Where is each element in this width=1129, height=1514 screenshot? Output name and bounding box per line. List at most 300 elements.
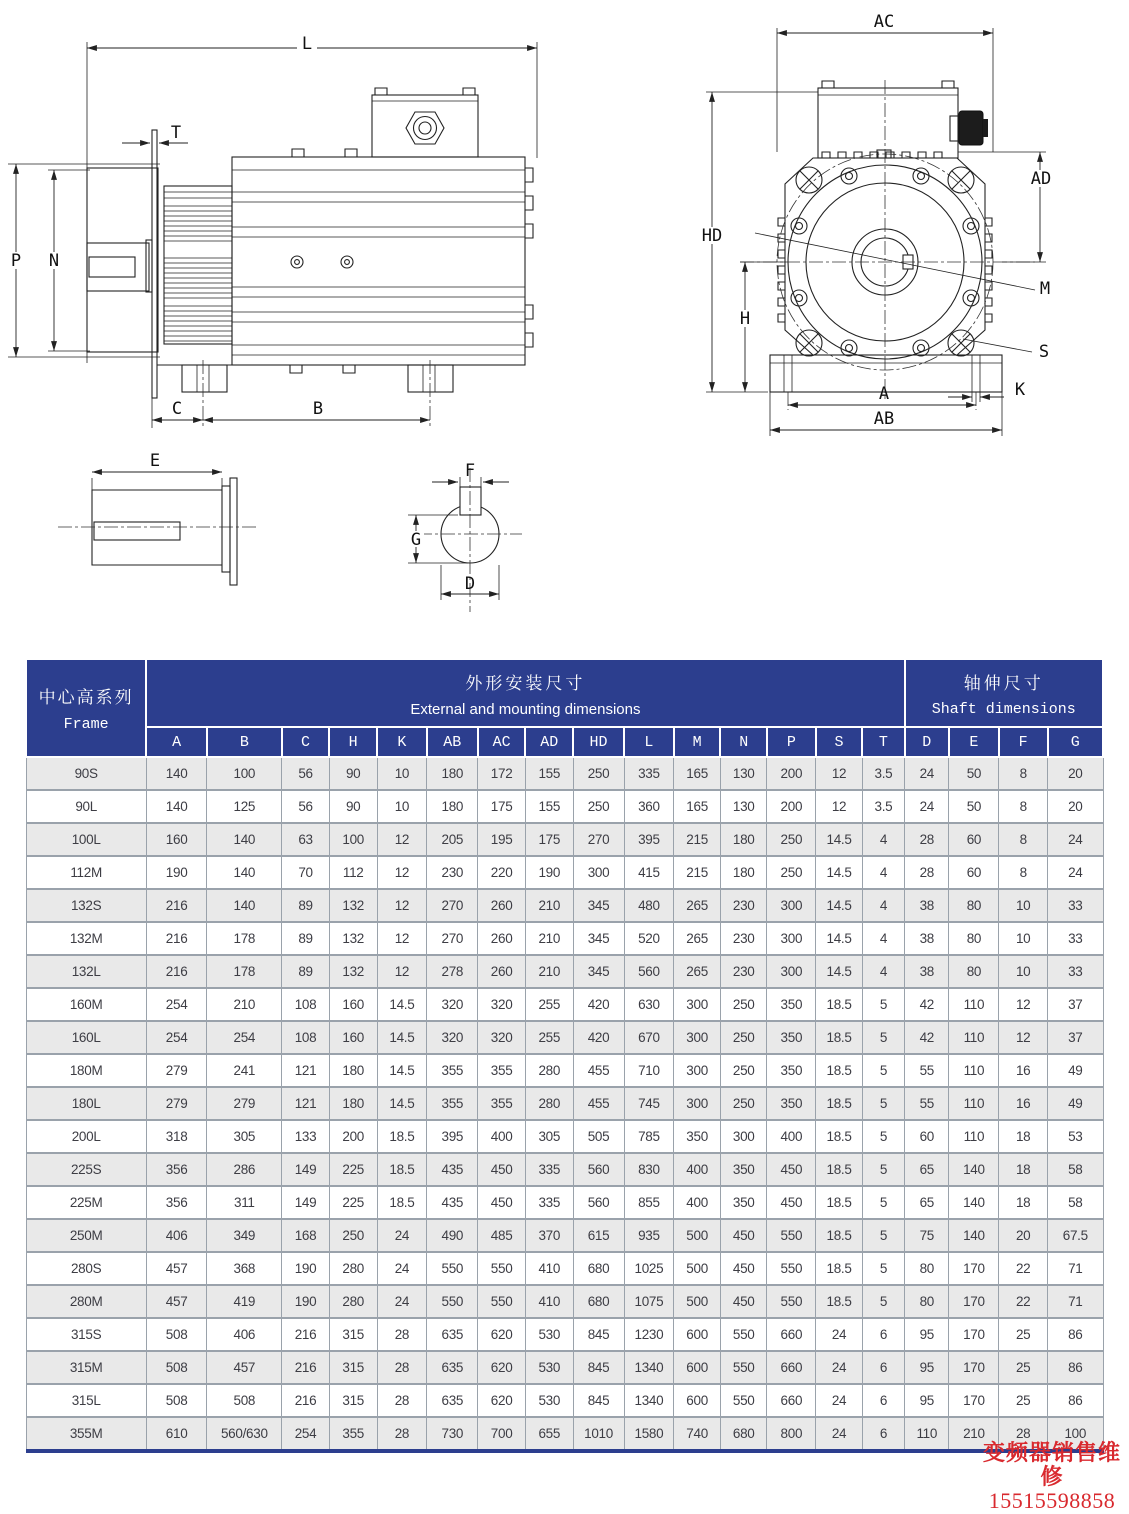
- dim-label-AD: AD: [1030, 169, 1052, 189]
- dim-cell: 5: [862, 988, 904, 1021]
- table-row: [26, 955, 1103, 988]
- dim-cell: 210: [525, 922, 573, 955]
- dim-cell: 420: [573, 988, 624, 1021]
- dim-cell: 132: [329, 889, 377, 922]
- dim-cell: 100: [329, 823, 377, 856]
- dim-cell: 24: [905, 790, 949, 823]
- dim-cell: 80: [905, 1285, 949, 1318]
- dim-cell: 457: [207, 1351, 282, 1384]
- dim-cell: 130: [720, 757, 767, 790]
- dim-cell: 250: [573, 757, 624, 790]
- dim-cell: 80: [949, 955, 999, 988]
- dim-cell: 400: [767, 1120, 816, 1153]
- dim-cell: 149: [282, 1186, 330, 1219]
- dim-cell: 1025: [624, 1252, 674, 1285]
- dim-cell: 406: [146, 1219, 207, 1252]
- dim-cell: 1580: [624, 1417, 674, 1451]
- dim-cell: 170: [949, 1351, 999, 1384]
- dim-cell: 550: [720, 1318, 767, 1351]
- dim-cell: 450: [767, 1153, 816, 1186]
- dim-cell: 260: [478, 889, 526, 922]
- frame-cell: 90S: [26, 757, 146, 790]
- dim-cell: 10: [377, 790, 427, 823]
- dim-cell: 318: [146, 1120, 207, 1153]
- dim-cell: 4: [862, 856, 904, 889]
- dim-cell: 355: [329, 1417, 377, 1451]
- dim-cell: 490: [427, 1219, 478, 1252]
- dim-cell: 250: [767, 823, 816, 856]
- shaft-side-view-drawing: [58, 451, 258, 585]
- dim-cell: 395: [624, 823, 674, 856]
- dim-cell: 260: [478, 955, 526, 988]
- dim-cell: 60: [949, 823, 999, 856]
- col-header-AD: AD: [525, 727, 573, 757]
- dim-cell: 149: [282, 1153, 330, 1186]
- dim-cell: 435: [427, 1153, 478, 1186]
- dim-cell: 24: [816, 1351, 863, 1384]
- dim-cell: 250: [767, 856, 816, 889]
- dim-cell: 80: [905, 1252, 949, 1285]
- dim-cell: 25: [999, 1351, 1048, 1384]
- dim-cell: 508: [146, 1351, 207, 1384]
- dim-cell: 550: [720, 1384, 767, 1417]
- dim-cell: 225: [329, 1186, 377, 1219]
- dim-cell: 830: [624, 1153, 674, 1186]
- dim-cell: 215: [674, 823, 721, 856]
- dim-cell: 508: [207, 1384, 282, 1417]
- dim-cell: 125: [207, 790, 282, 823]
- dim-cell: 300: [720, 1120, 767, 1153]
- dim-cell: 300: [573, 856, 624, 889]
- column-letters-row: [26, 727, 1103, 757]
- dim-cell: 280: [329, 1285, 377, 1318]
- dim-cell: 216: [282, 1318, 330, 1351]
- dim-cell: 550: [427, 1285, 478, 1318]
- dim-cell: 550: [767, 1219, 816, 1252]
- dim-cell: 63: [282, 823, 330, 856]
- dim-cell: 216: [146, 889, 207, 922]
- dim-cell: 311: [207, 1186, 282, 1219]
- table-row: [26, 1318, 1103, 1351]
- dim-cell: 89: [282, 955, 330, 988]
- dim-cell: 335: [624, 757, 674, 790]
- dim-cell: 86: [1048, 1384, 1103, 1417]
- frame-cell: 180L: [26, 1087, 146, 1120]
- dim-cell: 200: [767, 790, 816, 823]
- col-header-H: H: [329, 727, 377, 757]
- col-header-F: F: [999, 727, 1048, 757]
- dim-cell: 170: [949, 1384, 999, 1417]
- dim-cell: 18: [999, 1153, 1048, 1186]
- dim-cell: 845: [573, 1384, 624, 1417]
- col-header-K: K: [377, 727, 427, 757]
- dim-label-C: C: [171, 399, 183, 419]
- dim-cell: 315: [329, 1351, 377, 1384]
- dim-label-F: F: [464, 461, 476, 481]
- dim-cell: 250: [329, 1219, 377, 1252]
- dim-cell: 180: [427, 790, 478, 823]
- dim-cell: 178: [207, 922, 282, 955]
- dim-cell: 60: [905, 1120, 949, 1153]
- dim-cell: 5: [862, 1219, 904, 1252]
- dim-cell: 140: [949, 1186, 999, 1219]
- front-view-drawing: [698, 12, 1055, 436]
- dim-cell: 700: [478, 1417, 526, 1451]
- table-row: [26, 1153, 1103, 1186]
- dim-cell: 550: [720, 1351, 767, 1384]
- dim-cell: 50: [949, 757, 999, 790]
- dim-cell: 22: [999, 1252, 1048, 1285]
- frame-cell: 132L: [26, 955, 146, 988]
- dim-cell: 5: [862, 1252, 904, 1285]
- dim-label-N: N: [48, 251, 60, 271]
- dim-cell: 505: [573, 1120, 624, 1153]
- dim-label-AC: AC: [873, 12, 895, 32]
- frame-cell: 160M: [26, 988, 146, 1021]
- dim-cell: 110: [949, 1087, 999, 1120]
- dim-cell: 38: [905, 922, 949, 955]
- dim-cell: 18.5: [816, 1120, 863, 1153]
- dim-cell: 320: [427, 1021, 478, 1054]
- dim-label-K: K: [1014, 380, 1026, 400]
- dim-cell: 22: [999, 1285, 1048, 1318]
- dim-cell: 180: [329, 1054, 377, 1087]
- dim-cell: 400: [674, 1153, 721, 1186]
- dim-cell: 3.5: [862, 757, 904, 790]
- dim-cell: 260: [478, 922, 526, 955]
- dim-cell: 300: [674, 1054, 721, 1087]
- dim-cell: 216: [146, 955, 207, 988]
- dim-cell: 110: [949, 1021, 999, 1054]
- dim-cell: 140: [949, 1153, 999, 1186]
- dim-cell: 18.5: [816, 1054, 863, 1087]
- dim-cell: 65: [905, 1186, 949, 1219]
- dim-cell: 360: [624, 790, 674, 823]
- dim-cell: 6: [862, 1417, 904, 1451]
- dim-cell: 530: [525, 1318, 573, 1351]
- frame-cell: 355M: [26, 1417, 146, 1451]
- dim-cell: 180: [427, 757, 478, 790]
- dim-cell: 5: [862, 1285, 904, 1318]
- dim-cell: 10: [999, 955, 1048, 988]
- dim-cell: 18.5: [816, 1021, 863, 1054]
- dim-cell: 335: [525, 1153, 573, 1186]
- dim-cell: 133: [282, 1120, 330, 1153]
- dim-cell: 90: [329, 790, 377, 823]
- frame-cell: 315S: [26, 1318, 146, 1351]
- dim-cell: 216: [146, 922, 207, 955]
- dim-cell: 14.5: [377, 1087, 427, 1120]
- dim-cell: 190: [282, 1285, 330, 1318]
- frame-cell: 132S: [26, 889, 146, 922]
- dim-cell: 24: [377, 1285, 427, 1318]
- dim-cell: 5: [862, 1120, 904, 1153]
- dim-cell: 1340: [624, 1384, 674, 1417]
- dim-cell: 12: [816, 757, 863, 790]
- frame-cell: 160L: [26, 1021, 146, 1054]
- dim-cell: 4: [862, 922, 904, 955]
- dim-cell: 710: [624, 1054, 674, 1087]
- frame-cell: 180M: [26, 1054, 146, 1087]
- dim-cell: 254: [207, 1021, 282, 1054]
- dim-cell: 210: [949, 1417, 999, 1451]
- dim-cell: 485: [478, 1219, 526, 1252]
- col-header-M: M: [674, 727, 721, 757]
- dim-cell: 25: [999, 1318, 1048, 1351]
- col-header-A: A: [146, 727, 207, 757]
- dim-cell: 550: [767, 1252, 816, 1285]
- dim-label-AB: AB: [873, 409, 895, 429]
- dim-cell: 210: [525, 889, 573, 922]
- table-body: [26, 757, 1103, 1451]
- dim-cell: 5: [862, 1021, 904, 1054]
- dim-cell: 935: [624, 1219, 674, 1252]
- dim-cell: 58: [1048, 1186, 1103, 1219]
- watermark-phone: 15515598858: [988, 1488, 1116, 1514]
- dim-cell: 10: [377, 757, 427, 790]
- dim-cell: 100: [1048, 1417, 1103, 1451]
- dim-cell: 86: [1048, 1318, 1103, 1351]
- dim-cell: 16: [999, 1087, 1048, 1120]
- dim-cell: 70: [282, 856, 330, 889]
- dim-cell: 168: [282, 1219, 330, 1252]
- dim-label-B: B: [312, 399, 324, 419]
- dim-cell: 170: [949, 1252, 999, 1285]
- frame-cell: 90L: [26, 790, 146, 823]
- dim-cell: 3.5: [862, 790, 904, 823]
- dim-cell: 210: [207, 988, 282, 1021]
- dim-label-E: E: [149, 451, 161, 471]
- dim-cell: 500: [674, 1252, 721, 1285]
- dim-cell: 355: [478, 1087, 526, 1120]
- dim-cell: 600: [674, 1384, 721, 1417]
- dim-cell: 355: [427, 1087, 478, 1120]
- dim-cell: 28: [905, 856, 949, 889]
- dim-cell: 305: [207, 1120, 282, 1153]
- dim-cell: 335: [525, 1186, 573, 1219]
- dim-cell: 10: [999, 922, 1048, 955]
- dim-label-T: T: [170, 123, 182, 143]
- dim-cell: 20: [999, 1219, 1048, 1252]
- dim-label-A: A: [878, 384, 890, 404]
- dim-cell: 680: [573, 1252, 624, 1285]
- dim-cell: 12: [377, 955, 427, 988]
- table-row: [26, 1219, 1103, 1252]
- dim-cell: 56: [282, 790, 330, 823]
- dim-cell: 6: [862, 1318, 904, 1351]
- dim-cell: 215: [674, 856, 721, 889]
- dim-cell: 12: [377, 889, 427, 922]
- dim-cell: 18.5: [816, 1087, 863, 1120]
- dim-cell: 14.5: [377, 1054, 427, 1087]
- dim-cell: 14.5: [816, 955, 863, 988]
- dim-cell: 315: [329, 1384, 377, 1417]
- table-row: [26, 1417, 1103, 1451]
- dim-cell: 37: [1048, 1021, 1103, 1054]
- dim-cell: 280: [525, 1054, 573, 1087]
- dim-cell: 250: [573, 790, 624, 823]
- frame-cell: 280M: [26, 1285, 146, 1318]
- dim-cell: 10: [999, 889, 1048, 922]
- dim-cell: 155: [525, 757, 573, 790]
- dim-cell: 635: [427, 1351, 478, 1384]
- col-header-N: N: [720, 727, 767, 757]
- dim-cell: 16: [999, 1054, 1048, 1087]
- dim-cell: 600: [674, 1318, 721, 1351]
- dim-cell: 140: [207, 889, 282, 922]
- table-row: [26, 823, 1103, 856]
- dim-cell: 200: [329, 1120, 377, 1153]
- table-row: [26, 988, 1103, 1021]
- dim-cell: 250: [720, 1054, 767, 1087]
- dim-cell: 28: [377, 1318, 427, 1351]
- dim-cell: 560: [624, 955, 674, 988]
- dim-cell: 28: [905, 823, 949, 856]
- dim-cell: 121: [282, 1087, 330, 1120]
- dim-cell: 95: [905, 1318, 949, 1351]
- dim-cell: 24: [1048, 856, 1103, 889]
- col-header-G: G: [1048, 727, 1103, 757]
- dim-cell: 5: [862, 1087, 904, 1120]
- dim-cell: 450: [478, 1153, 526, 1186]
- dim-cell: 279: [146, 1087, 207, 1120]
- dim-cell: 5: [862, 1054, 904, 1087]
- dim-cell: 108: [282, 988, 330, 1021]
- dim-cell: 265: [674, 922, 721, 955]
- dim-cell: 265: [674, 889, 721, 922]
- dim-cell: 165: [674, 790, 721, 823]
- dim-cell: 24: [377, 1219, 427, 1252]
- dim-label-S: S: [1038, 342, 1050, 362]
- dim-cell: 230: [720, 922, 767, 955]
- dim-cell: 530: [525, 1384, 573, 1417]
- dim-cell: 630: [624, 988, 674, 1021]
- dim-cell: 530: [525, 1351, 573, 1384]
- dim-cell: 500: [674, 1219, 721, 1252]
- dim-cell: 520: [624, 922, 674, 955]
- table-row: [26, 922, 1103, 955]
- external-dimensions-header: [146, 659, 904, 727]
- dim-cell: 255: [525, 988, 573, 1021]
- dim-cell: 28: [377, 1351, 427, 1384]
- dim-cell: 300: [674, 1087, 721, 1120]
- dim-label-M: M: [1039, 279, 1051, 299]
- dim-cell: 180: [720, 823, 767, 856]
- dim-cell: 730: [427, 1417, 478, 1451]
- col-header-E: E: [949, 727, 999, 757]
- dim-cell: 14.5: [816, 823, 863, 856]
- dim-cell: 680: [573, 1285, 624, 1318]
- dim-cell: 740: [674, 1417, 721, 1451]
- dim-cell: 279: [146, 1054, 207, 1087]
- dim-cell: 680: [720, 1417, 767, 1451]
- dim-cell: 18.5: [377, 1153, 427, 1186]
- table-row: [26, 1120, 1103, 1153]
- dim-cell: 172: [478, 757, 526, 790]
- dim-cell: 28: [377, 1384, 427, 1417]
- table-row: [26, 856, 1103, 889]
- dim-cell: 368: [207, 1252, 282, 1285]
- watermark: [975, 1441, 1129, 1514]
- dim-cell: 560: [573, 1153, 624, 1186]
- dim-cell: 280: [329, 1252, 377, 1285]
- dim-cell: 140: [146, 790, 207, 823]
- dim-cell: 455: [573, 1087, 624, 1120]
- dim-cell: 14.5: [816, 922, 863, 955]
- dim-cell: 345: [573, 922, 624, 955]
- dim-cell: 350: [767, 1054, 816, 1087]
- frame-cell: 200L: [26, 1120, 146, 1153]
- dim-cell: 560: [573, 1186, 624, 1219]
- frame-cell: 112M: [26, 856, 146, 889]
- dim-cell: 508: [146, 1384, 207, 1417]
- dim-cell: 410: [525, 1285, 573, 1318]
- dim-cell: 315: [329, 1318, 377, 1351]
- dim-cell: 71: [1048, 1285, 1103, 1318]
- dim-cell: 75: [905, 1219, 949, 1252]
- dim-cell: 450: [720, 1219, 767, 1252]
- dim-cell: 8: [999, 823, 1048, 856]
- dim-cell: 33: [1048, 922, 1103, 955]
- dim-cell: 450: [720, 1285, 767, 1318]
- table-row: [26, 1351, 1103, 1384]
- dim-cell: 400: [674, 1186, 721, 1219]
- dim-cell: 55: [905, 1054, 949, 1087]
- dim-cell: 350: [720, 1186, 767, 1219]
- dim-cell: 350: [767, 1021, 816, 1054]
- dim-label-H: H: [739, 309, 751, 329]
- dim-cell: 670: [624, 1021, 674, 1054]
- dim-cell: 6: [862, 1384, 904, 1417]
- dim-cell: 180: [720, 856, 767, 889]
- dim-cell: 300: [674, 1021, 721, 1054]
- dim-cell: 180: [329, 1087, 377, 1120]
- dim-cell: 278: [427, 955, 478, 988]
- dim-cell: 349: [207, 1219, 282, 1252]
- dim-cell: 300: [767, 955, 816, 988]
- shaft-dimensions-header: [905, 659, 1103, 727]
- dim-cell: 500: [674, 1285, 721, 1318]
- dim-cell: 71: [1048, 1252, 1103, 1285]
- dim-cell: 220: [478, 856, 526, 889]
- col-header-AC: AC: [478, 727, 526, 757]
- shaft-end-view-drawing: [407, 461, 522, 612]
- dim-cell: 286: [207, 1153, 282, 1186]
- dim-cell: 615: [573, 1219, 624, 1252]
- dim-cell: 18.5: [816, 1186, 863, 1219]
- dim-cell: 620: [478, 1384, 526, 1417]
- dim-cell: 4: [862, 955, 904, 988]
- dim-cell: 18: [999, 1120, 1048, 1153]
- dim-cell: 112: [329, 856, 377, 889]
- table-row: [26, 1384, 1103, 1417]
- dim-cell: 230: [720, 955, 767, 988]
- dim-cell: 12: [999, 1021, 1048, 1054]
- table-row: [26, 1285, 1103, 1318]
- frame-cell: 250M: [26, 1219, 146, 1252]
- dim-cell: 89: [282, 922, 330, 955]
- dim-cell: 480: [624, 889, 674, 922]
- dim-cell: 280: [525, 1087, 573, 1120]
- frame-cell: 315L: [26, 1384, 146, 1417]
- dim-cell: 1075: [624, 1285, 674, 1318]
- dim-cell: 170: [949, 1318, 999, 1351]
- dim-cell: 170: [949, 1285, 999, 1318]
- external-header-en: External and mounting dimensions: [410, 700, 641, 718]
- dim-cell: 255: [525, 1021, 573, 1054]
- dim-cell: 355: [427, 1054, 478, 1087]
- dim-cell: 305: [525, 1120, 573, 1153]
